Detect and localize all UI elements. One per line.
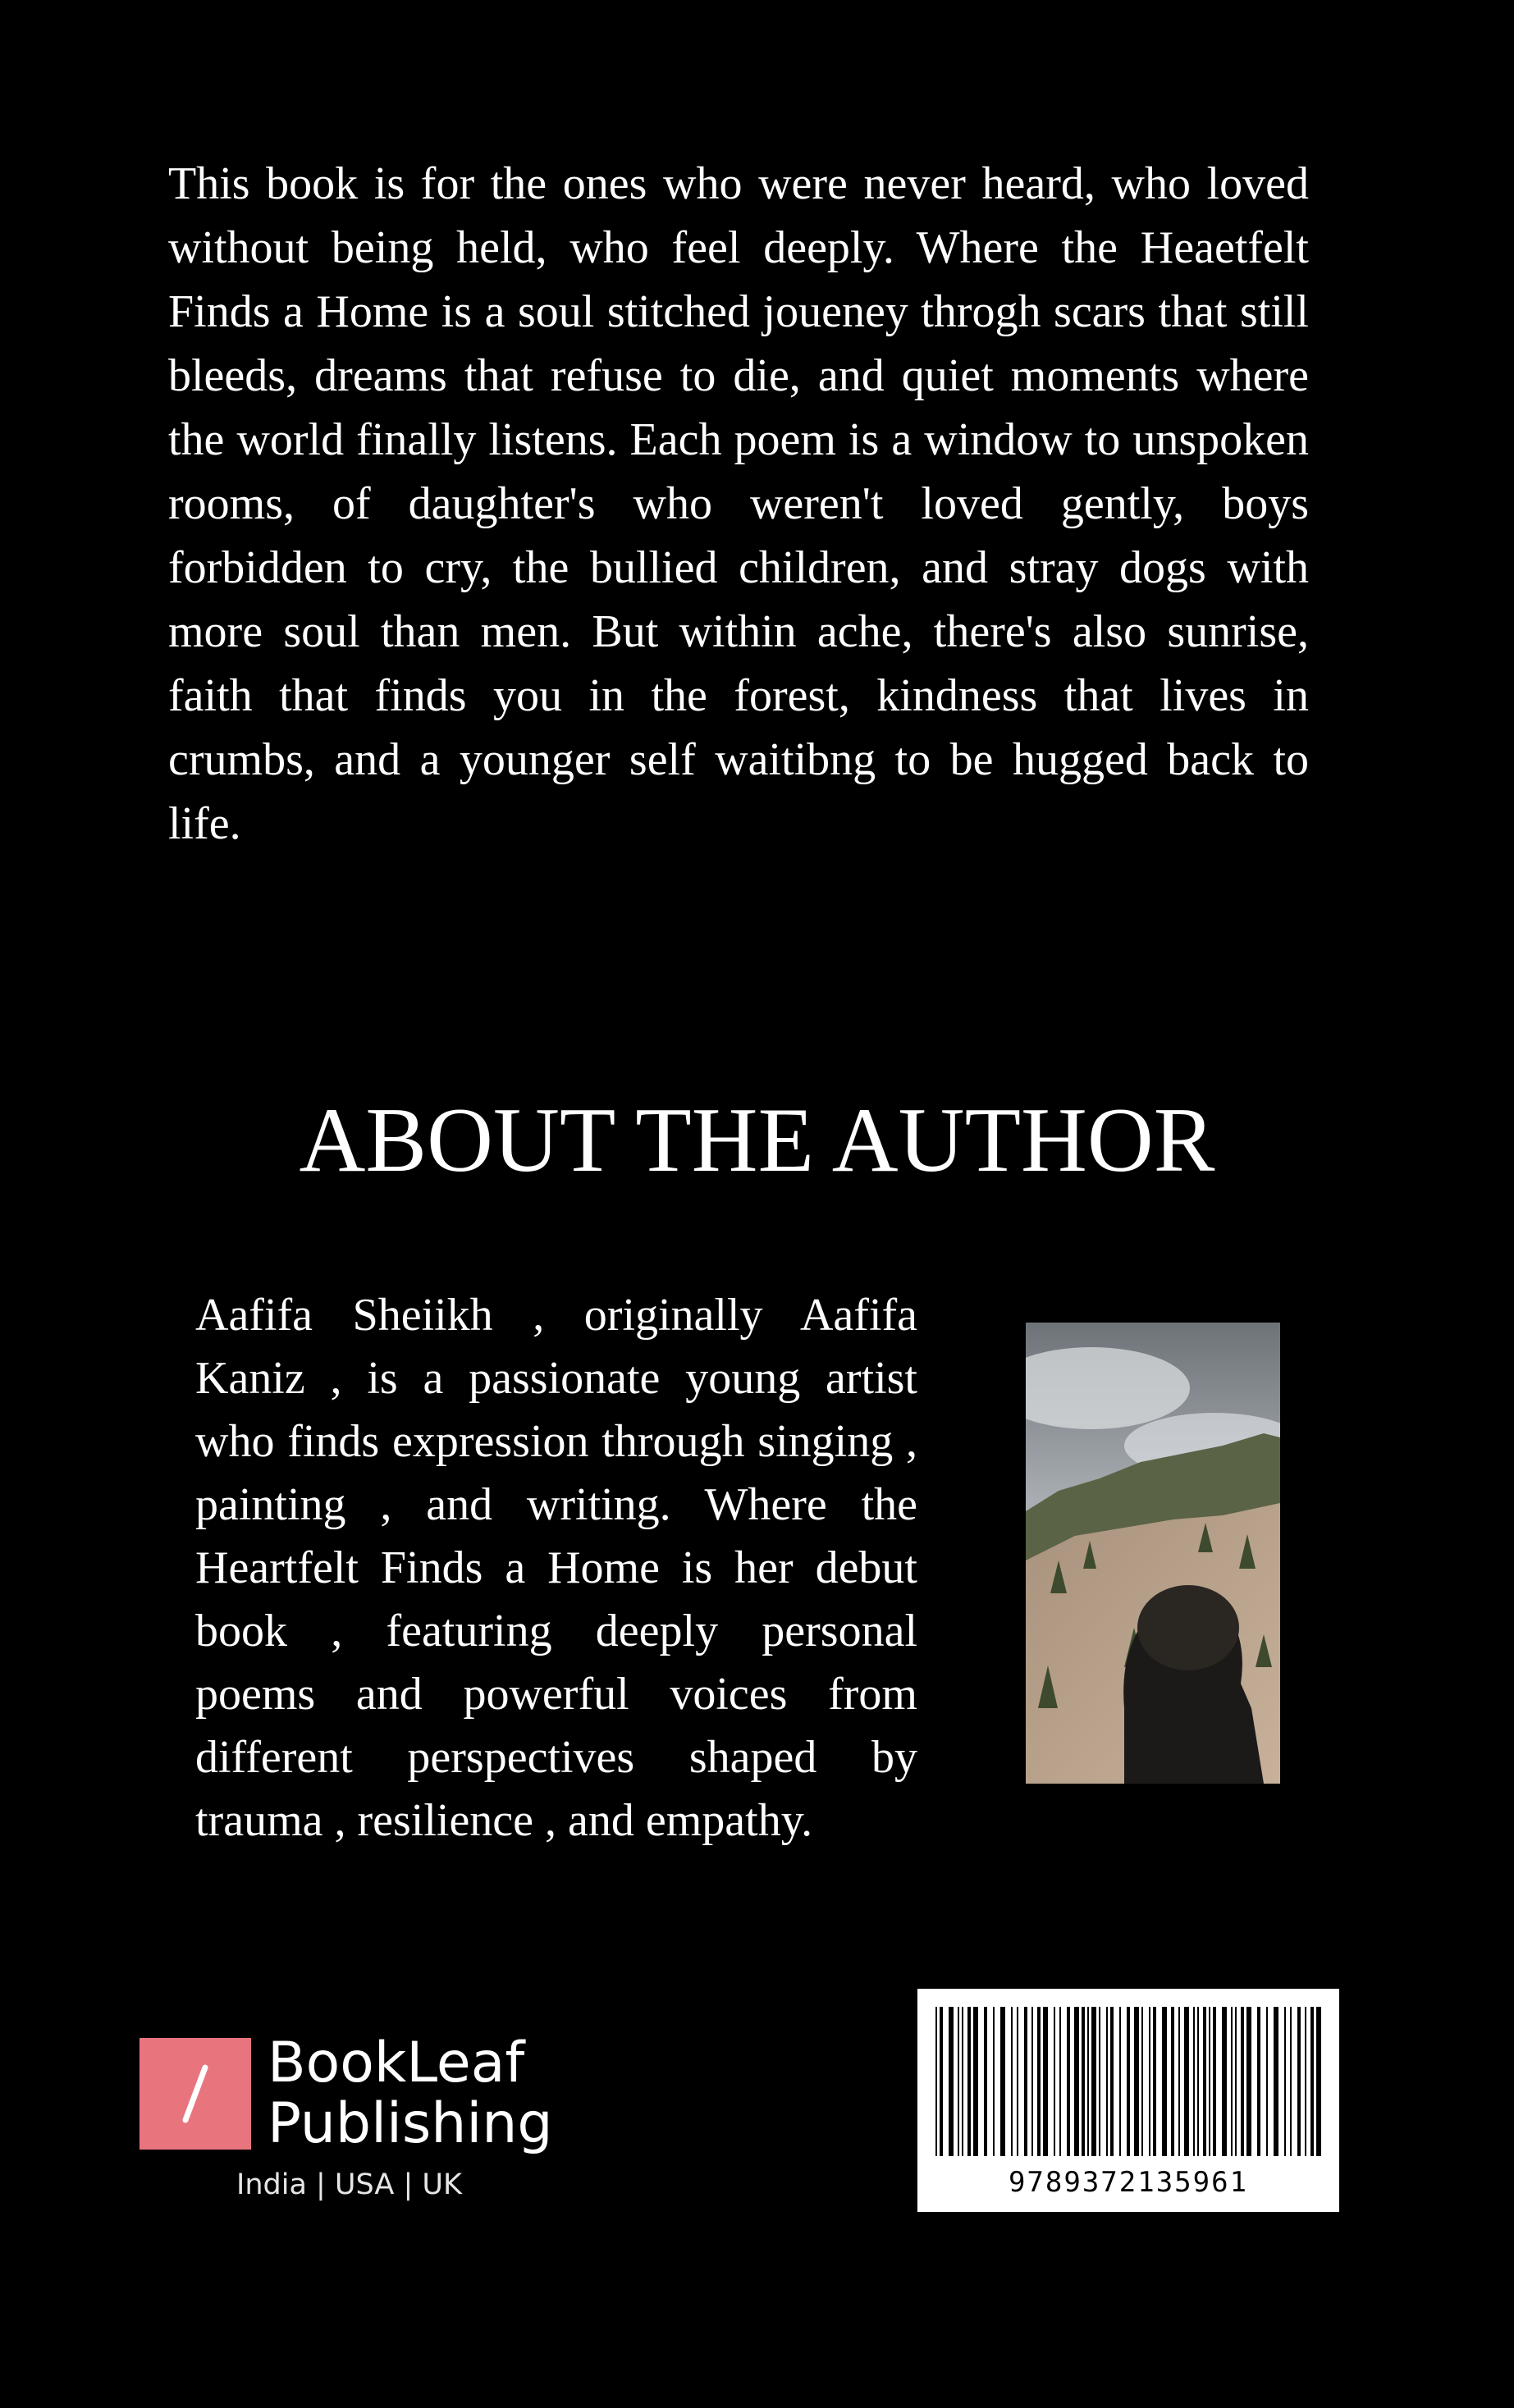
author-photo <box>1026 1323 1280 1784</box>
barcode-bar <box>962 2007 963 2156</box>
barcode-bar <box>1305 2007 1306 2156</box>
barcode-bar <box>973 2007 978 2156</box>
barcode-bar <box>1091 2007 1096 2156</box>
barcode-bar <box>1171 2007 1174 2156</box>
barcode-bar <box>1134 2007 1139 2156</box>
barcode-bar <box>1257 2007 1260 2156</box>
barcode-bar <box>1099 2007 1100 2156</box>
barcode-bar <box>1310 2007 1314 2156</box>
barcode-bar <box>1231 2007 1233 2156</box>
barcode-bar <box>1141 2007 1143 2156</box>
barcode-bar <box>1241 2007 1244 2156</box>
barcode-bar <box>1266 2007 1268 2156</box>
barcode-bar <box>1024 2007 1027 2156</box>
barcode-bar <box>1127 2007 1130 2156</box>
publisher-name-line2: Publishing <box>268 2091 553 2156</box>
barcode-bar <box>1178 2007 1180 2156</box>
barcode-bar <box>1235 2007 1237 2156</box>
barcode-bar <box>1059 2007 1061 2156</box>
barcode-bar <box>1043 2007 1048 2156</box>
barcode-bar <box>1074 2007 1079 2156</box>
author-bio: Aafifa Sheiikh , originally Aafifa Kaniz , is a passionate young artist who finds expression through singing , painting , and writing. Where the Heartfelt Finds a Home is her debut book , featuring deeply personal poems and powerful voices from different perspectives shaped by trauma , resilience , and empathy. <box>195 1290 917 1846</box>
barcode-bar <box>984 2007 987 2156</box>
isbn-barcode <box>917 1989 1339 2212</box>
barcode-bar <box>1149 2007 1150 2156</box>
barcode-bar <box>1082 2007 1085 2156</box>
barcode-bar <box>1153 2007 1156 2156</box>
barcode-bar <box>1054 2007 1055 2156</box>
barcode-bar <box>1222 2007 1227 2156</box>
barcode-bar <box>940 2007 943 2156</box>
barcode-bar <box>1290 2007 1292 2156</box>
barcode-bar <box>1110 2007 1114 2156</box>
slash-icon <box>140 2038 251 2150</box>
barcode-bar <box>1193 2007 1195 2156</box>
barcode-bar <box>1209 2007 1210 2156</box>
isbn-number: 9789372135961 <box>1008 2166 1249 2199</box>
barcode-bar <box>1316 2007 1321 2156</box>
barcode-bar <box>1000 2007 1005 2156</box>
barcode-bar <box>1037 2007 1041 2156</box>
barcode-bar <box>1274 2007 1278 2156</box>
barcode-bar <box>1213 2007 1216 2156</box>
barcode-bar <box>1011 2007 1013 2156</box>
barcode-bar <box>993 2007 995 2156</box>
barcode-bar <box>1162 2007 1167 2156</box>
barcode-bar <box>1106 2007 1108 2156</box>
publisher-name <box>268 2033 553 2154</box>
publisher-logo <box>140 2033 566 2214</box>
about-author-heading: ABOUT THE AUTHOR <box>299 1090 1215 1191</box>
author-photo-image <box>1026 1323 1280 1784</box>
barcode-bar <box>1119 2007 1121 2156</box>
barcode-bar <box>1067 2007 1070 2156</box>
barcode-bar <box>1031 2007 1033 2156</box>
barcode-bar <box>958 2007 959 2156</box>
barcode-bar <box>1017 2007 1018 2156</box>
barcode-bar <box>949 2007 954 2156</box>
barcode-bar <box>935 2007 937 2156</box>
barcode-bar <box>1197 2007 1199 2156</box>
barcode-bar <box>1297 2007 1301 2156</box>
barcode-bar <box>1246 2007 1251 2156</box>
barcode-bar <box>1284 2007 1286 2156</box>
publisher-regions: India | USA | UK <box>236 2168 462 2201</box>
barcode-bar <box>1087 2007 1089 2156</box>
barcode-bar <box>967 2007 971 2156</box>
publisher-name-line1: BookLeaf <box>268 2031 525 2095</box>
book-blurb: This book is for the ones who were never heard, who loved without being held, who feel deeply. Where the Heaetfelt Finds a Home is a soul stitched joueney throgh scars that still bleeds, dreams that refuse to die, and quiet moments where the world finally listens. Each poem is a window to unspoken rooms, of daughter's who weren't loved gently, boys forbidden to cry, the bullied children, and stray dogs with more soul than men. But within ache, there's also sunrise, faith that finds you in the forest, kindness that lives in crumbs, and a younger self waitibng to be hugged back to life. <box>168 158 1309 849</box>
barcode-bar <box>1203 2007 1206 2156</box>
barcode-bar <box>1184 2007 1189 2156</box>
